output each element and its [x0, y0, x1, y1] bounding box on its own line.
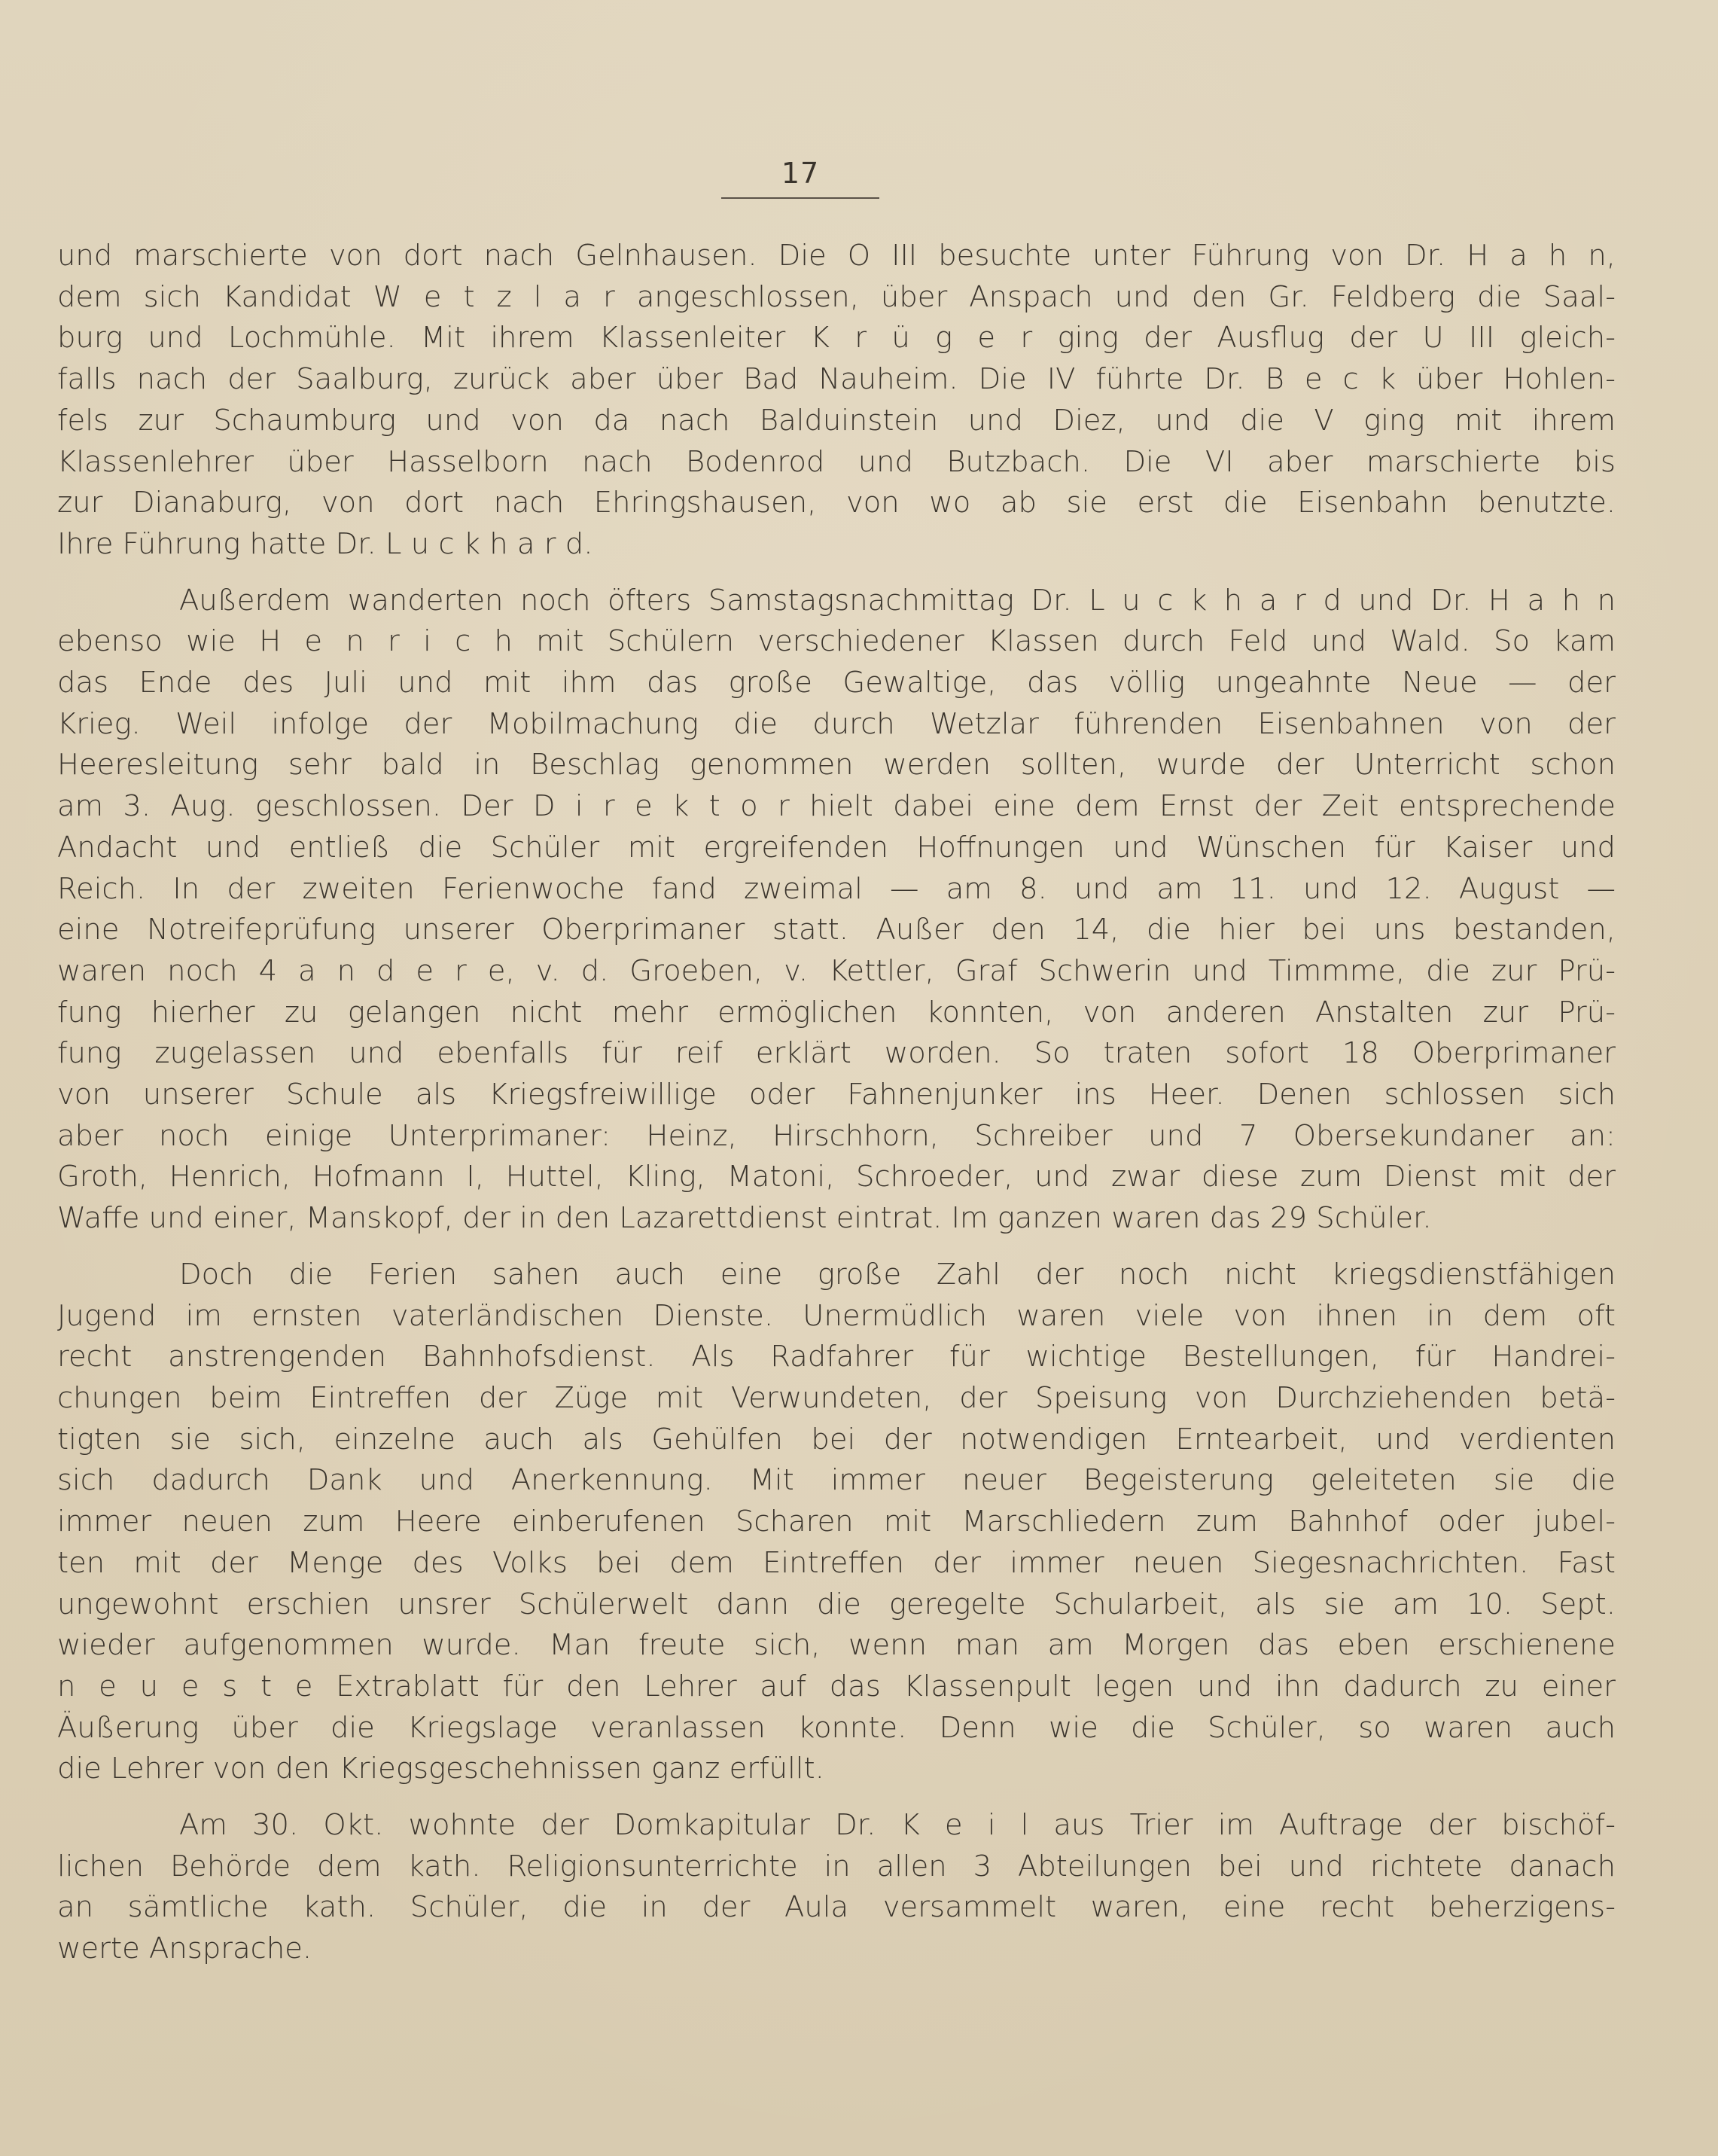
- text-line: von unserer Schule als Kriegsfreiwillige oder Fahnenjunker ins Heer. Denen schlossen sich: [57, 1078, 1616, 1112]
- text-line: burg und Lochmühle. Mit ihrem Klassenleiter K r ü g e r ging der Ausflug der U III gleich-: [57, 321, 1616, 355]
- text-line: zur Dianaburg, von dort nach Ehringshausen, von wo ab sie erst die Eisenbahn benutzte.: [57, 486, 1616, 520]
- text-line: ungewohnt erschien unsrer Schülerwelt dann die geregelte Schularbeit, als sie am 10. Sept.: [57, 1587, 1616, 1621]
- text-line: Außerdem wanderten noch öfters Samstagsnachmittag Dr. L u c k h a r d und Dr. H a h n: [179, 583, 1616, 618]
- text-line: Äußerung über die Kriegslage veranlassen konnte. Denn wie die Schüler, so waren auch: [57, 1710, 1616, 1745]
- text-line: ten mit der Menge des Volks bei dem Eintreffen der immer neuen Siegesnachrichten. Fast: [57, 1545, 1616, 1580]
- text-line: eine Notreifeprüfung unserer Oberprimaner statt. Außer den 14, die hier bei uns bestanden,: [57, 913, 1616, 947]
- text-line: Waffe und einer, Manskopf, der in den Lazarettdienst eintrat. Im ganzen waren das 29 Schüler.: [57, 1201, 1432, 1236]
- text-line: chungen beim Eintreffen der Züge mit Verwundeten, der Speisung von Durchziehenden betä-: [57, 1380, 1616, 1415]
- text-line: Heeresleitung sehr bald in Beschlag genommen werden sollten, wurde der Unterricht schon: [57, 748, 1616, 782]
- paragraph: [57, 236, 1616, 566]
- text-line: lichen Behörde dem kath. Religionsunterrichte in allen 3 Abteilungen bei und richtete danach: [57, 1849, 1616, 1883]
- text-line: fels zur Schaumburg und von da nach Balduinstein und Diez, und die V ging mit ihrem: [57, 403, 1616, 438]
- text-line: sich dadurch Dank und Anerkennung. Mit immer neuer Begeisterung geleiteten sie die: [57, 1463, 1616, 1498]
- page-number: 17: [781, 157, 820, 190]
- paragraph-gap: [57, 566, 1616, 581]
- text-line: Andacht und entließ die Schüler mit ergreifenden Hoffnungen und Wünschen für Kaiser und: [57, 830, 1616, 865]
- text-line: wieder aufgenommen wurde. Man freute sich, wenn man am Morgen das eben erschienene: [57, 1628, 1616, 1663]
- page-number-rule: [721, 197, 879, 199]
- text-line: am 3. Aug. geschlossen. Der D i r e k t o r hielt dabei eine dem Ernst der Zeit entsprechende: [57, 789, 1616, 824]
- text-line: das Ende des Juli und mit ihm das große Gewaltige, das völlig ungeahnte Neue — der: [57, 666, 1616, 700]
- text-line: ebenso wie H e n r i c h mit Schülern verschiedener Klassen durch Feld und Wald. So kam: [57, 624, 1616, 659]
- text-line: an sämtliche kath. Schüler, die in der Aula versammelt waren, eine recht beherzigens-: [57, 1890, 1616, 1925]
- text-line: fung zugelassen und ebenfalls für reif erklärt worden. So traten sofort 18 Oberprimaner: [57, 1036, 1616, 1071]
- text-line: Ihre Führung hatte Dr. L u c k h a r d.: [57, 526, 593, 561]
- text-line: recht anstrengenden Bahnhofsdienst. Als Radfahrer für wichtige Bestellungen, für Handrei-: [57, 1340, 1616, 1374]
- text-line: Krieg. Weil infolge der Mobilmachung die durch Wetzlar führenden Eisenbahnen von der: [57, 706, 1616, 741]
- text-line: die Lehrer von den Kriegsgeschehnissen ganz erfüllt.: [57, 1752, 824, 1786]
- paragraph: [57, 1255, 1616, 1790]
- text-line: n e u e s t e Extrablatt für den Lehrer auf das Klassenpult legen und ihn dadurch zu einer: [57, 1669, 1616, 1703]
- paragraph-gap: [57, 1790, 1616, 1805]
- text-line: Doch die Ferien sahen auch eine große Zahl der noch nicht kriegsdienstfähigen: [179, 1257, 1616, 1291]
- body-text: [57, 236, 1616, 1970]
- text-line: dem sich Kandidat W e t z l a r angeschlossen, über Anspach und den Gr. Feldberg die Saal-: [57, 279, 1616, 314]
- text-line: immer neuen zum Heere einberufenen Scharen mit Marschliedern zum Bahnhof oder jubel-: [57, 1505, 1616, 1539]
- text-line: Reich. In der zweiten Ferienwoche fand zweimal — am 8. und am 11. und 12. August —: [57, 871, 1616, 906]
- text-line: Klassenlehrer über Hasselborn nach Bodenrod und Butzbach. Die VI aber marschierte bis: [57, 444, 1616, 479]
- text-line: tigten sie sich, einzelne auch als Gehülfen bei der notwendigen Erntearbeit, und verdienten: [57, 1422, 1616, 1456]
- text-line: Jugend im ernsten vaterländischen Dienste. Unermüdlich waren viele von ihnen in dem oft: [57, 1298, 1616, 1333]
- text-line: falls nach der Saalburg, zurück aber über Bad Nauheim. Die IV führte Dr. B e c k über Hohlen-: [57, 362, 1616, 397]
- text-line: Groth, Henrich, Hofmann I, Huttel, Kling, Matoni, Schroeder, und zwar diese zum Dienst mit der: [57, 1160, 1616, 1194]
- paragraph: [57, 1805, 1616, 1970]
- text-line: waren noch 4 a n d e r e, v. d. Groeben, v. Kettler, Graf Schwerin und Timmme, die zur Prü-: [57, 953, 1616, 988]
- text-line: werte Ansprache.: [57, 1932, 312, 1966]
- text-line: aber noch einige Unterprimaner: Heinz, Hirschhorn, Schreiber und 7 Obersekundaner an:: [57, 1118, 1616, 1153]
- paragraph-gap: [57, 1240, 1616, 1255]
- text-line: und marschierte von dort nach Gelnhausen. Die O III besuchte unter Führung von Dr. H a h n,: [57, 239, 1616, 273]
- text-line: fung hierher zu gelangen nicht mehr ermöglichen konnten, von anderen Anstalten zur Prü-: [57, 995, 1616, 1029]
- text-line: Am 30. Okt. wohnte der Domkapitular Dr. K e i l aus Trier im Auftrage der bischöf-: [179, 1808, 1616, 1843]
- paragraph: [57, 581, 1616, 1240]
